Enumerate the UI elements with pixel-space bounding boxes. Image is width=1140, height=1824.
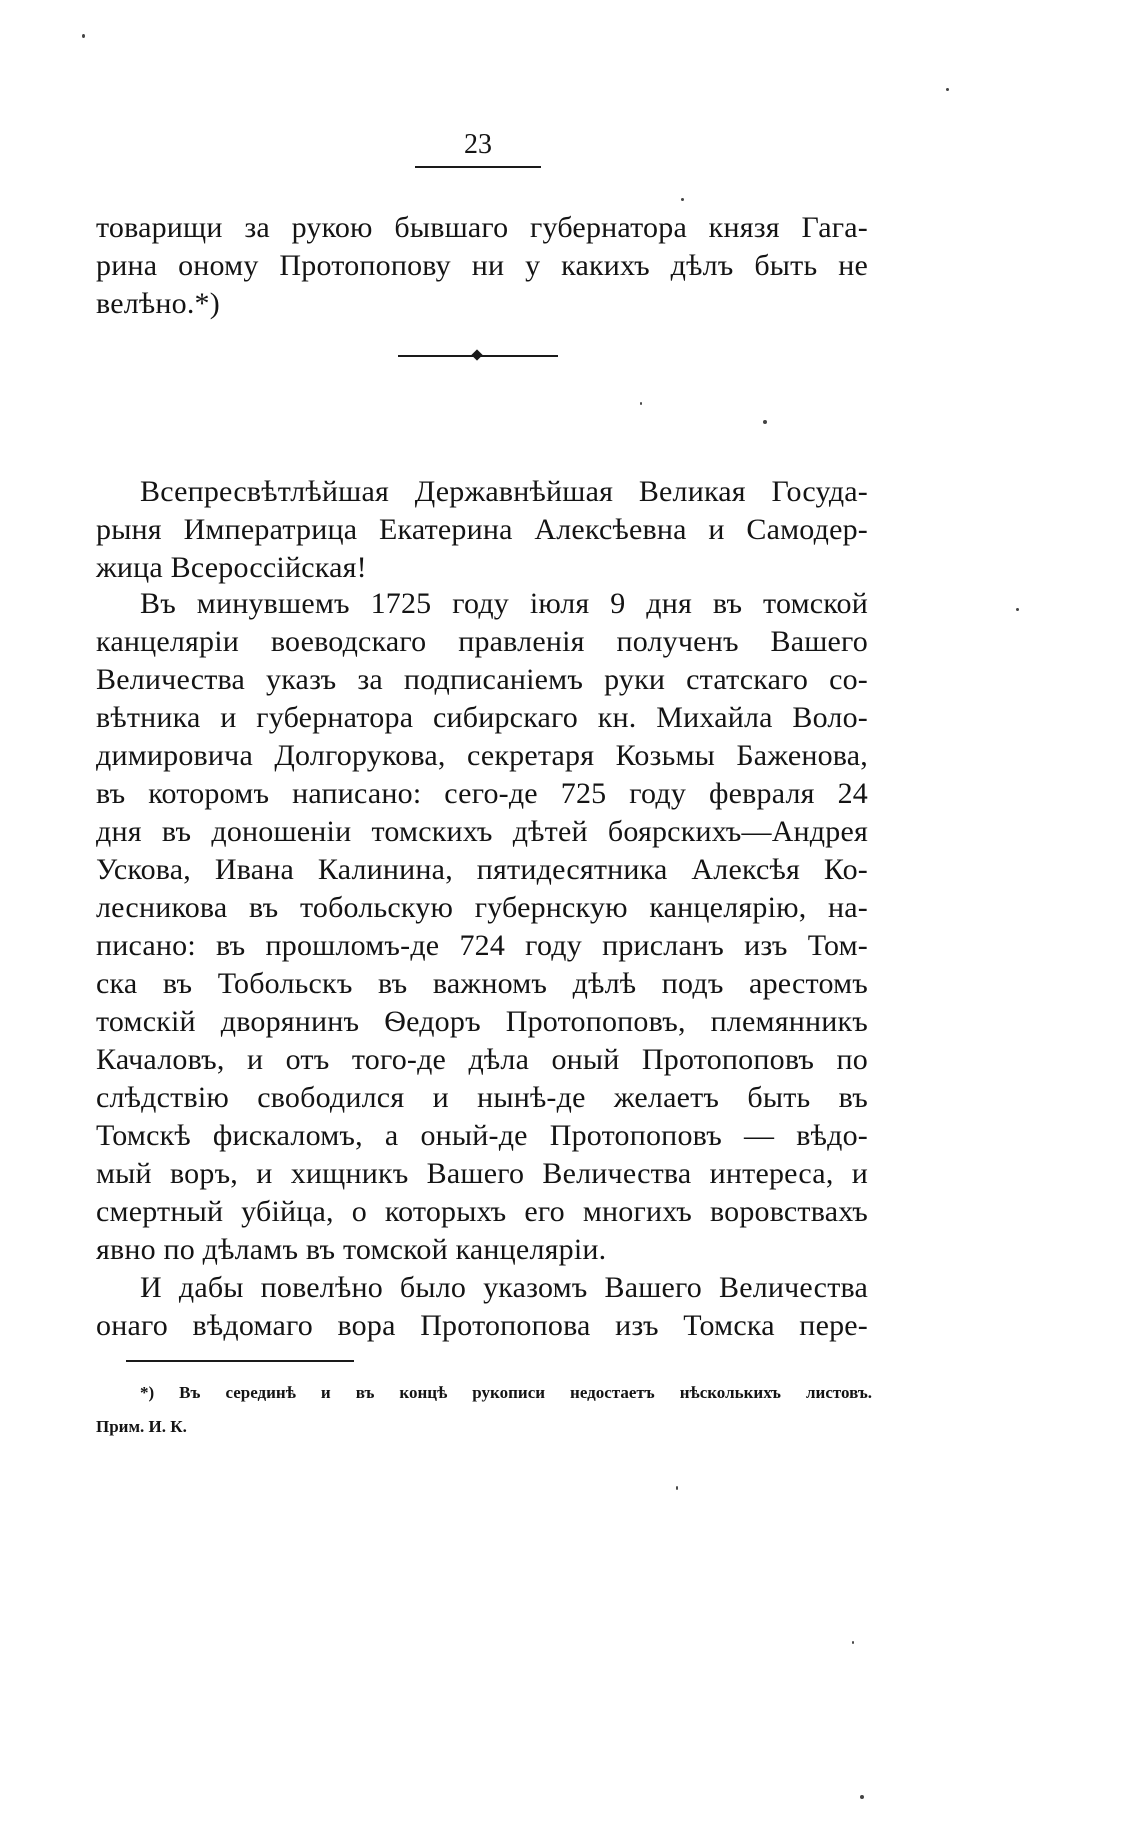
text-line: жица Всероссійская! xyxy=(96,551,367,584)
text-line: И дабы повелѣно было указомъ Вашего Величества xyxy=(140,1271,868,1304)
scan-speck xyxy=(946,88,949,91)
text-line: димировича Долгорукова, секретаря Козьмы Баженова, xyxy=(96,739,868,772)
scan-speck xyxy=(1016,608,1019,611)
text-line: слѣдствію свободился и нынѣ-де желаетъ быть въ xyxy=(96,1081,868,1114)
text-line: рыня Императрица Екатерина Алексѣевна и Самодер- xyxy=(96,513,868,546)
petition-body xyxy=(96,585,868,1345)
text-line: дня въ доношеніи томскихъ дѣтей боярскихъ—Андрея xyxy=(96,815,868,848)
salutation xyxy=(96,473,868,587)
scan-speck xyxy=(763,420,767,424)
continuation-text xyxy=(96,209,868,323)
text-line: мый воръ, и хищникъ Вашего Величества интереса, и xyxy=(96,1157,868,1190)
text-line: смертный убійца, о которыхъ его многихъ воровствахъ xyxy=(96,1195,868,1228)
text-line: томскій дворянинъ Ѳедоръ Протопоповъ, племянникъ xyxy=(96,1005,868,1038)
text-line: явно по дѣламъ въ томской канцеляріи. xyxy=(96,1233,607,1266)
text-line: Величества указъ за подписаніемъ руки статскаго со- xyxy=(96,663,868,696)
text-line: Качаловъ, и отъ того-де дѣла оный Протопоповъ по xyxy=(96,1043,868,1076)
page-number-rule xyxy=(415,166,541,168)
scan-speck xyxy=(681,198,684,201)
section-divider-ornament xyxy=(471,349,482,360)
text-line: рина оному Протопопову ни у какихъ дѣлъ быть не xyxy=(96,249,868,282)
text-line: писано: въ прошломъ-де 724 году присланъ изъ Том- xyxy=(96,929,868,962)
scan-speck xyxy=(860,1795,864,1799)
text-line: Томскѣ фискаломъ, а оный-де Протопоповъ — вѣдо- xyxy=(96,1119,868,1152)
scan-speck xyxy=(82,34,85,38)
text-line: товарищи за рукою бывшаго губернатора князя Гага- xyxy=(96,211,868,244)
footnote-line: Прим. И. К. xyxy=(96,1417,187,1436)
footnote-rule xyxy=(126,1360,354,1362)
page-number: 23 xyxy=(464,129,492,160)
text-line: ска въ Тобольскъ въ важномъ дѣлѣ подъ арестомъ xyxy=(96,967,868,1000)
scan-speck xyxy=(640,402,642,405)
scan-speck xyxy=(852,1641,854,1644)
text-line: онаго вѣдомаго вора Протопопова изъ Томска пере- xyxy=(96,1309,868,1342)
scan-speck xyxy=(676,1486,678,1490)
text-line: канцеляріи воеводскаго правленія полученъ Вашего xyxy=(96,625,868,658)
text-line: Въ минувшемъ 1725 году іюля 9 дня въ томской xyxy=(140,587,868,620)
text-line: въ которомъ написано: сего-де 725 году февраля 24 xyxy=(96,777,868,810)
text-line: Ускова, Ивана Калинина, пятидесятника Алексѣя Ко- xyxy=(96,853,868,886)
text-line: лесникова въ тобольскую губернскую канцелярію, на- xyxy=(96,891,868,924)
footnote xyxy=(96,1376,872,1444)
footnote-line: *) Въ серединѣ и въ концѣ рукописи недостаетъ нѣсколькихъ листовъ. xyxy=(140,1383,872,1402)
text-line: велѣно.*) xyxy=(96,287,220,320)
text-line: вѣтника и губернатора сибирскаго кн. Михайла Воло- xyxy=(96,701,868,734)
text-line: Всепресвѣтлѣйшая Державнѣйшая Великая Госуда- xyxy=(140,475,868,508)
